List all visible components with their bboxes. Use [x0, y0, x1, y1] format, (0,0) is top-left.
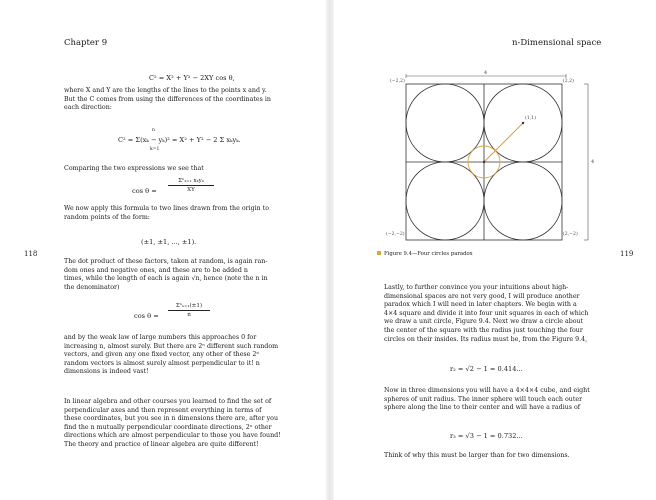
- caption-marker-icon: [377, 251, 381, 255]
- equation-cos-random-fraction: [168, 303, 210, 318]
- text-line: dom ones and negative ones, and these are to be added n: [64, 266, 248, 274]
- text-line: spheres of unit radius. The inner sphere will touch each outer: [384, 395, 583, 403]
- text-line: times, while the length of each is again √n, hence (note the n in: [64, 275, 268, 283]
- unit-circle-bottom-left: [406, 162, 484, 240]
- paragraph-1: [384, 284, 588, 344]
- sum-lower-limit: k=1: [150, 147, 160, 152]
- text-line: directions which are almost perpendicular to those you have found!: [64, 432, 281, 440]
- corner-label-top-right: (2,2): [563, 79, 574, 84]
- text-line: sphere along the line to their center and will have a radius of: [384, 404, 581, 412]
- book-gutter: [326, 0, 334, 500]
- text-line: where X and Y are the lengths of the lines to the points x and y.: [64, 87, 267, 94]
- text-line: the denominator): [64, 283, 120, 291]
- figure-caption: [377, 251, 473, 257]
- text-line: and by the weak law of large numbers this approaches 0 for: [64, 334, 257, 341]
- equation-distance-sum: C² = Σ(xₖ − yₖ)² = X² + Y² − 2 Σ xₖyₖ.: [118, 136, 241, 144]
- text-line: The dot product of these factors, taken at random, is again ran-: [64, 258, 268, 265]
- caption-text: Figure 9.4—Four circles paradox: [384, 251, 473, 257]
- equation-cos-lhs: cos θ =: [132, 187, 157, 195]
- origin-point: [483, 161, 485, 163]
- paragraph-4: [64, 258, 268, 292]
- text-line: increasing n, almost surely. But there are 2ⁿ different such random: [64, 342, 279, 350]
- paragraph-3: [64, 205, 269, 222]
- text-line: the center of the square with the radius just touching the four: [384, 326, 583, 334]
- text-line: The theory and practice of linear algebra are quite different!: [64, 440, 259, 448]
- paragraph-6: [64, 398, 281, 450]
- sum-upper-limit: n: [152, 128, 155, 133]
- equation-random-vector: (±1, ±1, ..., ±1).: [141, 238, 197, 246]
- corner-label-bottom-left: (−2,−2): [386, 232, 405, 237]
- equation-cos-random-lhs: cos θ =: [134, 312, 159, 320]
- text-line: 4×4 square and divide it into four unit squares in each of which: [384, 309, 589, 317]
- unit-circle-top-left: [406, 84, 484, 162]
- right-page-header: n-Dimensional space: [512, 38, 602, 48]
- text-line: Now in three dimensions you will have a 4×4×4 cube, and eight: [384, 387, 590, 394]
- fraction-denominator: n: [187, 312, 191, 318]
- text-line: each direction:: [64, 104, 112, 112]
- paragraph-2: [384, 387, 590, 413]
- center-point: [522, 122, 524, 124]
- left-page-header: Chapter 9: [64, 38, 108, 48]
- text-line: these coordinates, but you see in n dimensions there are, after you: [64, 415, 278, 423]
- left-page-number: 118: [24, 250, 38, 258]
- four-circles-figure: [388, 72, 620, 242]
- corner-label-bottom-right: (2,−2): [563, 232, 578, 237]
- fraction-numerator: Σⁿₖ₌₁ xₖyₖ: [168, 178, 214, 186]
- text-line: In linear algebra and other courses you learned to find the set of: [64, 398, 272, 405]
- text-line: We now apply this formula to two lines drawn from the origin to: [64, 205, 270, 212]
- text-line: we draw a unit circle, Figure 9.4. Next we draw a circle about: [384, 318, 584, 326]
- equation-cos-fraction: [168, 178, 214, 193]
- paragraph-2: Comparing the two expressions we see that: [64, 165, 204, 172]
- fraction-numerator: Σⁿₖ₌₁(±1): [168, 303, 210, 311]
- text-line: circles on their insides. Its radius must be, from the Figure 9.4,: [384, 335, 588, 343]
- text-line: dimensional spaces are not very good, I will produce another: [384, 292, 580, 300]
- point-label: (1,1): [525, 116, 536, 121]
- equation-r2: r₂ = √2 − 1 = 0.414...: [450, 365, 523, 373]
- fraction-denominator: XY: [187, 187, 195, 193]
- right-dimension-label: 4: [591, 159, 595, 165]
- text-line: But the C comes from using the differences of the coordinates in: [64, 95, 271, 103]
- text-line: find the n mutually perpendicular coordinate directions, 2ⁿ other: [64, 423, 272, 431]
- text-line: Lastly, to further convince you your intuitions about high-: [384, 284, 569, 291]
- text-line: perpendicular axes and then represent everything in terms of: [64, 406, 262, 414]
- paragraph-5: [64, 334, 278, 377]
- text-line: paradox which I will need in later chapters. We begin with a: [384, 301, 577, 309]
- top-dimension-label: 4: [484, 70, 488, 76]
- text-line: vectors, and given any one fixed vector, any other of these 2ⁿ: [64, 351, 260, 359]
- corner-label-top-left: (−2,2): [390, 79, 405, 84]
- text-line: random points of the form:: [64, 213, 150, 221]
- paragraph-1: [64, 87, 271, 113]
- equation-law-of-cosines: C² = X² + Y² − 2XY cos θ,: [149, 74, 235, 82]
- radius-line: [484, 123, 523, 162]
- text-line: dimensions is indeed vast!: [64, 368, 149, 376]
- unit-circle-bottom-right: [484, 162, 562, 240]
- paragraph-3: Think of why this must be larger than for two dimensions.: [384, 452, 570, 459]
- right-page-number: 119: [620, 250, 634, 258]
- equation-r3: r₃ = √3 − 1 = 0.732...: [450, 432, 523, 440]
- text-line: random vectors is almost surely almost perpendicular to it! n: [64, 359, 260, 367]
